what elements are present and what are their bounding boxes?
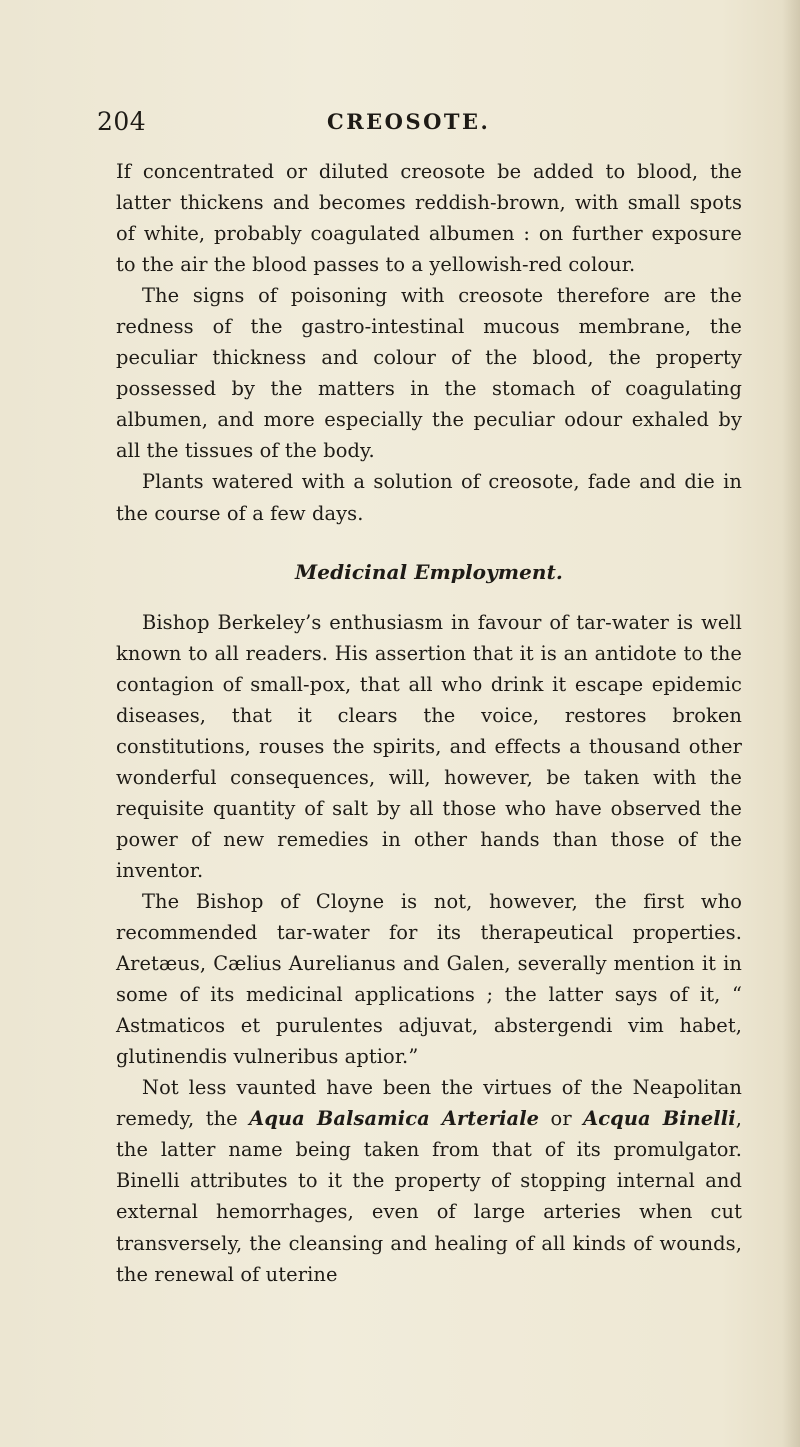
page-number: 204 (97, 107, 147, 136)
paragraph-cloyne: The Bishop of Cloyne is not, however, the first who recommended tar-water for its therapeutical properties. Aretæus, Cælius Aurelianus and Galen, severally mention it in some of its medicinal applications ; the latter says of it, “ Astmaticos et purulentes adjuvat, abstergendi vim habet, glutinendis vulneribus aptior.” (116, 889, 742, 1069)
text-run: , the latter name being taken from that of its promulgator. Binelli attributes to it the property of stopping internal and external hemorrhages, even of large arteries when cut transversely, the cleansing and healing of all kinds of wounds, the renewal of uterine (116, 1107, 742, 1286)
body-text (116, 156, 742, 1290)
paragraph-neapolitan-remedy (116, 1072, 742, 1289)
italic-remedy-alt-name: Acqua Binelli (583, 1107, 736, 1131)
section-heading: Medicinal Employment. (295, 559, 563, 584)
text-run: or (539, 1107, 584, 1131)
italic-remedy-name: Aqua Balsamica Arteriale (249, 1107, 540, 1131)
paragraph-berkeley: Bishop Berkeley’s enthusiasm in favour of tar-water is well known to all readers. His assertion that it is an antidote to the contagion of small-pox, that all who drink it escape epidemic diseases, that it clears the voice, restores broken constitutions, rouses the spirits, and effects a thousand other wonderful consequences, will, however, be taken with the requisite quantity of salt by all those who have observed the power of new remedies in other hands than those of the inventor. (116, 610, 742, 882)
running-title: CREOSOTE. (327, 109, 491, 134)
running-head (97, 107, 757, 147)
page-edge-shadow (782, 0, 800, 1447)
paragraph-plants: Plants watered with a solution of creosote, fade and die in the course of a few days. (116, 470, 742, 525)
paragraph-blood-effects: If concentrated or diluted creosote be added to blood, the latter thickens and becomes reddish-brown, with small spots of white, probably coagulated albumen : on further exposure to the air the blood passes to a yellowish-red colour. (116, 160, 742, 277)
text-run: Not less vaunted have been the virtues of the Neapolitan remedy, the (116, 1076, 742, 1131)
paragraph-poisoning-signs: The signs of poisoning with creosote therefore are the redness of the gastro-intestinal mucous membrane, the peculiar thickness and colour of the blood, the property possessed by the matters in the stomach of coagulating albumen, and more especially the peculiar odour exhaled by all the tissues of the body. (116, 284, 742, 463)
